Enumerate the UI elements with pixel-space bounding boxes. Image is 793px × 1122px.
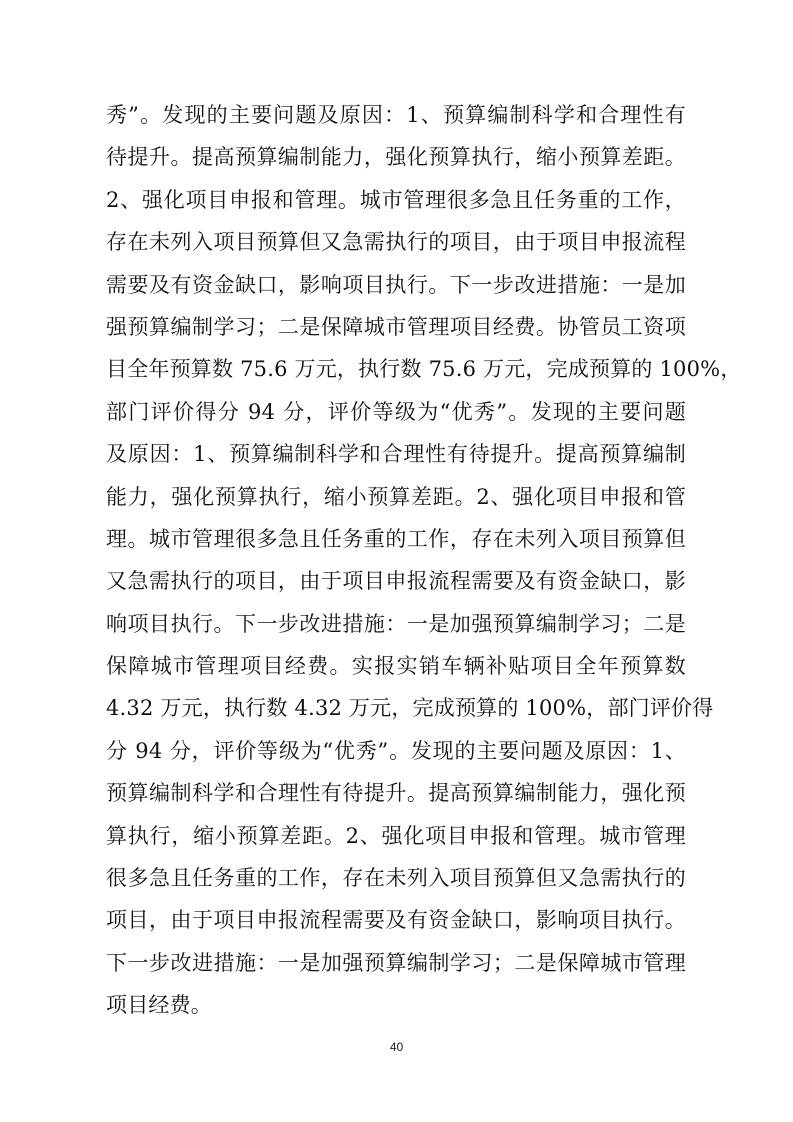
page-number: 40 <box>389 1040 404 1054</box>
text-line: 能力，强化预算执行，缩小预算差距。2、强化项目申报和管 <box>106 484 686 509</box>
document-body <box>106 94 742 1027</box>
text-line: 项目经费。 <box>106 993 212 1018</box>
text-line: 需要及有资金缺口，影响项目执行。下一步改进措施：一是加 <box>106 272 686 297</box>
text-line: 保障城市管理项目经费。实报实销车辆补贴项目全年预算数 <box>106 654 686 679</box>
text-line: 算执行，缩小预算差距。2、强化项目申报和管理。城市管理 <box>106 823 686 848</box>
text-line: 4.32 万元，执行数 4.32 万元，完成预算的 100%，部门评价得 <box>106 696 714 721</box>
text-line: 下一步改进措施：一是加强预算编制学习；二是保障城市管理 <box>106 950 686 975</box>
text-line: 部门评价得分 94 分，评价等级为“优秀”。发现的主要问题 <box>106 399 686 424</box>
text-line: 响项目执行。下一步改进措施：一是加强预算编制学习；二是 <box>106 611 686 636</box>
text-line: 预算编制科学和合理性有待提升。提高预算编制能力，强化预 <box>106 781 686 806</box>
text-line: 很多急且任务重的工作，存在未列入项目预算但又急需执行的 <box>106 866 686 891</box>
text-line: 分 94 分，评价等级为“优秀”。发现的主要问题及原因：1、 <box>106 738 686 763</box>
text-line: 目全年预算数 75.6 万元，执行数 75.6 万元，完成预算的 100%， <box>106 357 742 382</box>
text-line: 项目，由于项目申报流程需要及有资金缺口，影响项目执行。 <box>106 908 686 933</box>
text-line: 待提升。提高预算编制能力，强化预算执行，缩小预算差距。 <box>106 145 686 170</box>
text-line: 理。城市管理很多急且任务重的工作，存在未列入项目预算但 <box>106 526 686 551</box>
text-line: 秀”。发现的主要问题及原因：1、预算编制科学和合理性有 <box>106 103 686 127</box>
text-line: 2、强化项目申报和管理。城市管理很多急且任务重的工作， <box>106 187 686 212</box>
text-line: 强预算编制学习；二是保障城市管理项目经费。协管员工资项 <box>106 314 686 339</box>
text-line: 存在未列入项目预算但又急需执行的项目，由于项目申报流程 <box>106 230 686 255</box>
text-line: 及原因：1、预算编制科学和合理性有待提升。提高预算编制 <box>106 442 686 467</box>
text-line: 又急需执行的项目，由于项目申报流程需要及有资金缺口，影 <box>106 569 686 594</box>
